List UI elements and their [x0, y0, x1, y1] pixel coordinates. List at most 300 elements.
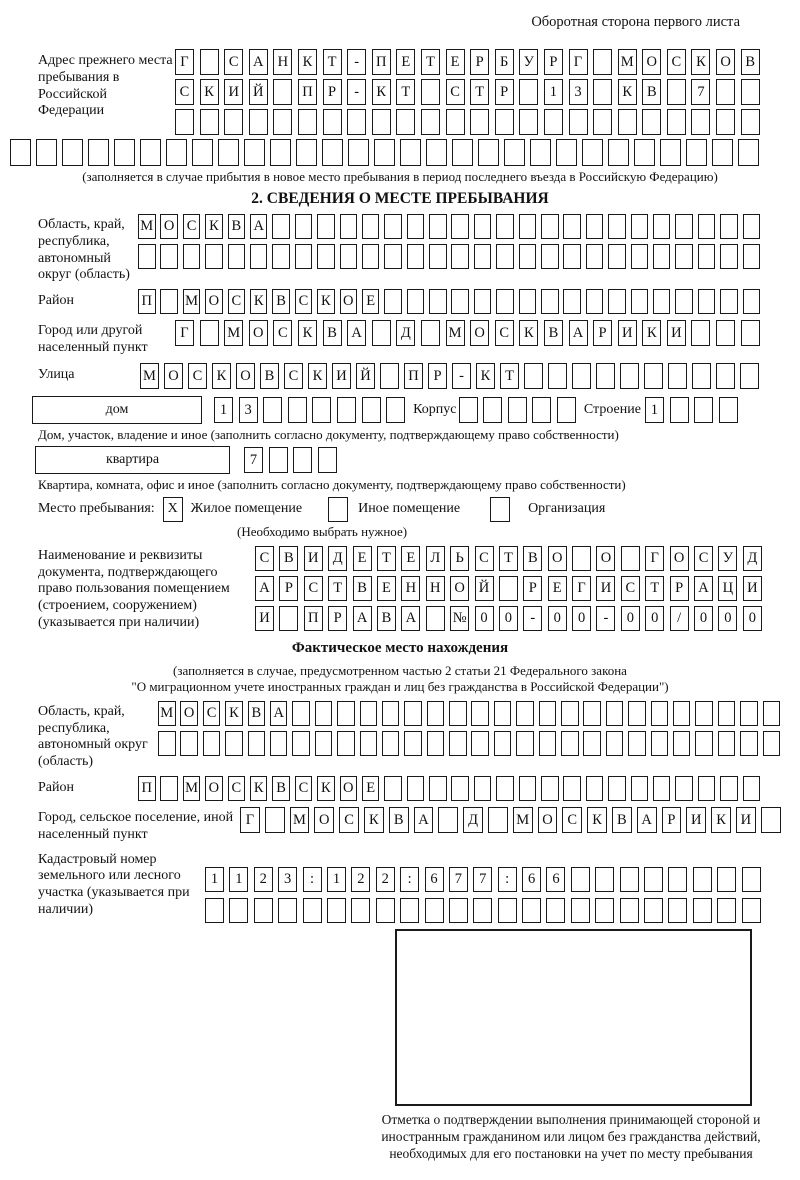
char-box	[519, 214, 537, 239]
char-box	[593, 49, 612, 75]
char-box	[429, 776, 447, 801]
char-box	[561, 701, 579, 726]
char-box: В	[279, 546, 298, 571]
char-box	[386, 397, 405, 423]
char-box: Р	[328, 606, 347, 631]
char-box	[720, 214, 738, 239]
char-box: О	[314, 807, 334, 833]
char-box	[660, 139, 681, 166]
char-box: П	[138, 776, 156, 801]
char-box	[667, 79, 686, 105]
char-box	[36, 139, 57, 166]
char-box	[675, 214, 693, 239]
char-box	[295, 244, 313, 269]
char-box: М	[183, 289, 201, 314]
cadastral-rows	[205, 867, 761, 923]
char-box	[362, 244, 380, 269]
char-box: В	[377, 606, 396, 631]
char-box	[716, 320, 735, 346]
street-field	[38, 363, 800, 389]
char-box	[741, 109, 760, 135]
char-box	[563, 244, 581, 269]
actual-city-label: Город, сельское поселение, иной населенный пункт	[38, 809, 234, 842]
char-box	[571, 867, 590, 892]
char-box	[175, 109, 194, 135]
char-box: :	[303, 867, 322, 892]
char-box: И	[255, 606, 274, 631]
char-box	[384, 214, 402, 239]
stay-type-field	[38, 497, 800, 522]
char-box: П	[304, 606, 323, 631]
char-box: В	[389, 807, 409, 833]
char-box: Т	[499, 546, 518, 571]
char-box	[544, 109, 563, 135]
char-box: 1	[327, 867, 346, 892]
char-box	[496, 244, 514, 269]
char-box	[317, 214, 335, 239]
char-box	[138, 244, 156, 269]
confirmation-stamp-box	[395, 929, 752, 1106]
char-box	[292, 701, 310, 726]
confirmation-stamp-note: Отметка о подтверждении выполнения принимающей стороной и иностранным гражданином или лицом без гражданства действий, необходимых для его постановки на учет по месту пребывания	[381, 1111, 761, 1162]
char-box: И	[743, 576, 762, 601]
char-box	[593, 109, 612, 135]
char-box: К	[200, 79, 219, 105]
page-header: Оборотная сторона первого листа	[531, 14, 740, 30]
char-box: О	[450, 576, 469, 601]
char-box: И	[736, 807, 756, 833]
char-box	[670, 397, 689, 423]
char-box	[407, 214, 425, 239]
char-box	[608, 776, 626, 801]
char-box: Р	[544, 49, 563, 75]
char-box	[668, 867, 687, 892]
char-box: В	[523, 546, 542, 571]
char-box	[653, 776, 671, 801]
char-box: К	[225, 701, 243, 726]
char-box: 6	[425, 867, 444, 892]
char-box: С	[175, 79, 194, 105]
char-box: 7	[473, 867, 492, 892]
char-box: К	[298, 49, 317, 75]
char-box	[586, 214, 604, 239]
char-box	[400, 139, 421, 166]
char-box: 1	[229, 867, 248, 892]
char-box: С	[694, 546, 713, 571]
char-box: О	[205, 776, 223, 801]
char-box: К	[642, 320, 661, 346]
district-row	[138, 289, 760, 314]
char-box	[293, 447, 312, 473]
char-box	[340, 244, 358, 269]
char-box	[628, 701, 646, 726]
char-box	[667, 109, 686, 135]
char-box	[270, 139, 291, 166]
char-box: К	[519, 320, 538, 346]
char-box: О	[205, 289, 223, 314]
char-box: С	[273, 320, 292, 346]
char-box	[376, 898, 395, 923]
char-box	[322, 139, 343, 166]
char-box	[618, 109, 637, 135]
char-box	[651, 701, 669, 726]
char-box	[763, 701, 781, 726]
char-box: В	[544, 320, 563, 346]
char-box	[494, 701, 512, 726]
char-box	[372, 320, 391, 346]
char-box	[471, 731, 489, 756]
char-box: М	[290, 807, 310, 833]
korpus-row	[459, 397, 576, 423]
char-box: О	[642, 49, 661, 75]
char-box: К	[298, 320, 317, 346]
char-box	[496, 776, 514, 801]
char-box	[362, 397, 381, 423]
char-box	[539, 731, 557, 756]
char-box	[698, 214, 716, 239]
char-box: А	[637, 807, 657, 833]
prev-address-row-2	[175, 79, 760, 105]
char-box	[200, 109, 219, 135]
char-box	[716, 79, 735, 105]
char-box	[631, 289, 649, 314]
char-box: Р	[523, 576, 542, 601]
char-box	[546, 898, 565, 923]
document-row-3	[255, 606, 762, 631]
char-box: С	[475, 546, 494, 571]
char-box	[292, 731, 310, 756]
char-box	[407, 289, 425, 314]
char-box	[644, 867, 663, 892]
actual-region-row-1	[158, 701, 780, 726]
char-box	[720, 776, 738, 801]
char-box: Р	[670, 576, 689, 601]
char-box	[675, 289, 693, 314]
char-box	[644, 898, 663, 923]
char-box	[572, 363, 591, 389]
char-box	[360, 701, 378, 726]
char-box: Н	[426, 576, 445, 601]
char-box: П	[138, 289, 156, 314]
char-box: 0	[718, 606, 737, 631]
char-box: 0	[475, 606, 494, 631]
char-box: Е	[362, 776, 380, 801]
char-box: А	[694, 576, 713, 601]
char-box	[541, 214, 559, 239]
cadastral-row-2	[205, 898, 761, 923]
char-box	[541, 244, 559, 269]
char-box	[563, 776, 581, 801]
char-box	[691, 109, 710, 135]
char-box: 6	[522, 867, 541, 892]
char-box: О	[548, 546, 567, 571]
char-box: 0	[572, 606, 591, 631]
char-box: 3	[569, 79, 588, 105]
char-box	[741, 79, 760, 105]
apartment-type-box: квартира	[35, 446, 230, 474]
char-box: К	[711, 807, 731, 833]
char-box: К	[372, 79, 391, 105]
district-field	[38, 289, 800, 314]
char-box: Т	[323, 49, 342, 75]
char-box	[608, 289, 626, 314]
char-box: 0	[621, 606, 640, 631]
char-box	[620, 898, 639, 923]
char-box: М	[140, 363, 159, 389]
char-box	[698, 776, 716, 801]
char-box: :	[400, 867, 419, 892]
apartment-number-row	[244, 447, 337, 473]
char-box: -	[347, 49, 366, 75]
char-box	[225, 731, 243, 756]
char-box	[595, 898, 614, 923]
char-box: В	[260, 363, 279, 389]
stay-type-label: Место пребывания:	[38, 500, 155, 516]
actual-district-field	[38, 776, 800, 801]
char-box: 2	[254, 867, 273, 892]
actual-location-note-1: (заполняется в случае, предусмотренном частью 2 статьи 21 Федерального закона	[173, 662, 627, 678]
char-box	[695, 701, 713, 726]
char-box	[608, 244, 626, 269]
char-box	[606, 701, 624, 726]
actual-region-rows	[158, 701, 780, 756]
char-box	[474, 244, 492, 269]
char-box	[340, 214, 358, 239]
actual-region-row-2	[158, 731, 780, 756]
char-box	[586, 776, 604, 801]
char-box: Й	[475, 576, 494, 601]
char-box	[298, 109, 317, 135]
char-box: 1	[544, 79, 563, 105]
char-box	[471, 701, 489, 726]
actual-district-label: Район	[38, 779, 74, 795]
char-box: Г	[240, 807, 260, 833]
char-box: А	[353, 606, 372, 631]
char-box	[10, 139, 31, 166]
char-box	[429, 214, 447, 239]
char-box: 0	[499, 606, 518, 631]
char-box	[451, 244, 469, 269]
char-box: С	[667, 49, 686, 75]
char-box: Г	[175, 320, 194, 346]
char-box	[675, 776, 693, 801]
char-box	[249, 109, 268, 135]
char-box: Е	[446, 49, 465, 75]
char-box: В	[612, 807, 632, 833]
char-box: У	[519, 49, 538, 75]
char-box: О	[340, 289, 358, 314]
char-box	[203, 731, 221, 756]
char-box: В	[272, 776, 290, 801]
char-box	[160, 244, 178, 269]
char-box	[675, 244, 693, 269]
actual-location-note-2: "О миграционном учете иностранных граждан и лиц без гражданства в Российской Федерации")	[131, 678, 669, 694]
char-box	[362, 214, 380, 239]
char-box	[474, 214, 492, 239]
region-row-1	[138, 214, 760, 239]
char-box	[426, 606, 445, 631]
char-box	[691, 320, 710, 346]
city-row	[175, 320, 760, 346]
char-box: П	[298, 79, 317, 105]
char-box	[673, 701, 691, 726]
char-box	[228, 244, 246, 269]
street-label: Улица	[38, 366, 75, 382]
char-box	[421, 320, 440, 346]
char-box	[384, 776, 402, 801]
char-box: Е	[396, 49, 415, 75]
document-row-1	[255, 546, 762, 571]
char-box	[495, 109, 514, 135]
char-box	[312, 397, 331, 423]
char-box	[382, 701, 400, 726]
char-box: М	[446, 320, 465, 346]
char-box	[496, 214, 514, 239]
char-box	[498, 898, 517, 923]
char-box	[166, 139, 187, 166]
document-rows	[255, 546, 762, 631]
char-box	[519, 109, 538, 135]
char-box	[272, 214, 290, 239]
char-box	[606, 731, 624, 756]
char-box: К	[317, 776, 335, 801]
char-box: Р	[323, 79, 342, 105]
char-box: 7	[244, 447, 263, 473]
char-box: Е	[353, 546, 372, 571]
char-box	[192, 139, 213, 166]
char-box	[519, 289, 537, 314]
char-box	[494, 731, 512, 756]
char-box	[421, 79, 440, 105]
char-box	[337, 731, 355, 756]
char-box: В	[228, 214, 246, 239]
char-box	[372, 109, 391, 135]
char-box	[741, 320, 760, 346]
char-box	[628, 731, 646, 756]
region-row-2	[138, 244, 760, 269]
char-box: С	[183, 214, 201, 239]
char-box	[323, 109, 342, 135]
char-box: М	[513, 807, 533, 833]
char-box: Й	[249, 79, 268, 105]
char-box	[347, 109, 366, 135]
char-box: С	[228, 776, 246, 801]
char-box	[742, 867, 761, 892]
char-box	[586, 244, 604, 269]
house-type-box: дом	[32, 396, 202, 424]
prev-address-rows	[175, 49, 760, 135]
char-box: К	[212, 363, 231, 389]
char-box	[384, 244, 402, 269]
char-box: В	[248, 701, 266, 726]
char-box	[524, 363, 543, 389]
char-box	[380, 363, 399, 389]
char-box	[516, 731, 534, 756]
char-box	[426, 139, 447, 166]
char-box: :	[498, 867, 517, 892]
char-box	[200, 320, 219, 346]
stay-option-other-checkbox	[328, 497, 348, 522]
char-box	[384, 289, 402, 314]
actual-location-title: Фактическое место нахождения	[291, 639, 509, 656]
char-box: М	[138, 214, 156, 239]
district-label: Район	[38, 293, 74, 309]
char-box: С	[224, 49, 243, 75]
char-box	[374, 139, 395, 166]
char-box: О	[249, 320, 268, 346]
char-box	[698, 244, 716, 269]
char-box	[272, 244, 290, 269]
char-box: И	[667, 320, 686, 346]
char-box	[740, 363, 759, 389]
char-box: С	[295, 776, 313, 801]
char-box: 0	[743, 606, 762, 631]
char-box: 7	[449, 867, 468, 892]
char-box	[473, 898, 492, 923]
char-box	[459, 397, 478, 423]
char-box	[717, 867, 736, 892]
char-box	[183, 244, 201, 269]
char-box	[62, 139, 83, 166]
char-box	[761, 807, 781, 833]
char-box	[451, 776, 469, 801]
char-box	[668, 898, 687, 923]
char-box: М	[224, 320, 243, 346]
char-box: А	[270, 701, 288, 726]
char-box: Т	[396, 79, 415, 105]
char-box	[429, 244, 447, 269]
cadastral-row-1	[205, 867, 761, 892]
char-box: С	[255, 546, 274, 571]
char-box	[451, 289, 469, 314]
prev-address-row-1	[175, 49, 760, 75]
actual-region-label: Область, край, республика, автономный округ (область)	[38, 703, 148, 770]
char-box: Л	[426, 546, 445, 571]
char-box	[407, 776, 425, 801]
char-box: В	[642, 79, 661, 105]
char-box	[548, 363, 567, 389]
char-box	[508, 397, 527, 423]
char-box: Т	[470, 79, 489, 105]
char-box	[265, 807, 285, 833]
char-box	[470, 109, 489, 135]
char-box: К	[250, 776, 268, 801]
char-box	[694, 397, 713, 423]
prev-address-label: Адрес прежнего места пребывания в Российской Федерации	[38, 53, 173, 119]
char-box: -	[452, 363, 471, 389]
char-box	[200, 49, 219, 75]
char-box: Р	[428, 363, 447, 389]
char-box	[673, 731, 691, 756]
char-box: И	[224, 79, 243, 105]
char-box	[532, 397, 551, 423]
stay-type-note: (Необходимо выбрать нужное)	[237, 523, 408, 539]
actual-district-row	[138, 776, 760, 801]
char-box	[644, 363, 663, 389]
char-box	[743, 214, 761, 239]
char-box: 1	[645, 397, 664, 423]
char-box	[720, 289, 738, 314]
char-box: 0	[645, 606, 664, 631]
char-box: 0	[548, 606, 567, 631]
char-box	[382, 731, 400, 756]
char-box	[303, 898, 322, 923]
char-box: -	[523, 606, 542, 631]
char-box	[427, 731, 445, 756]
char-box	[593, 79, 612, 105]
street-row	[140, 363, 759, 389]
char-box	[478, 139, 499, 166]
